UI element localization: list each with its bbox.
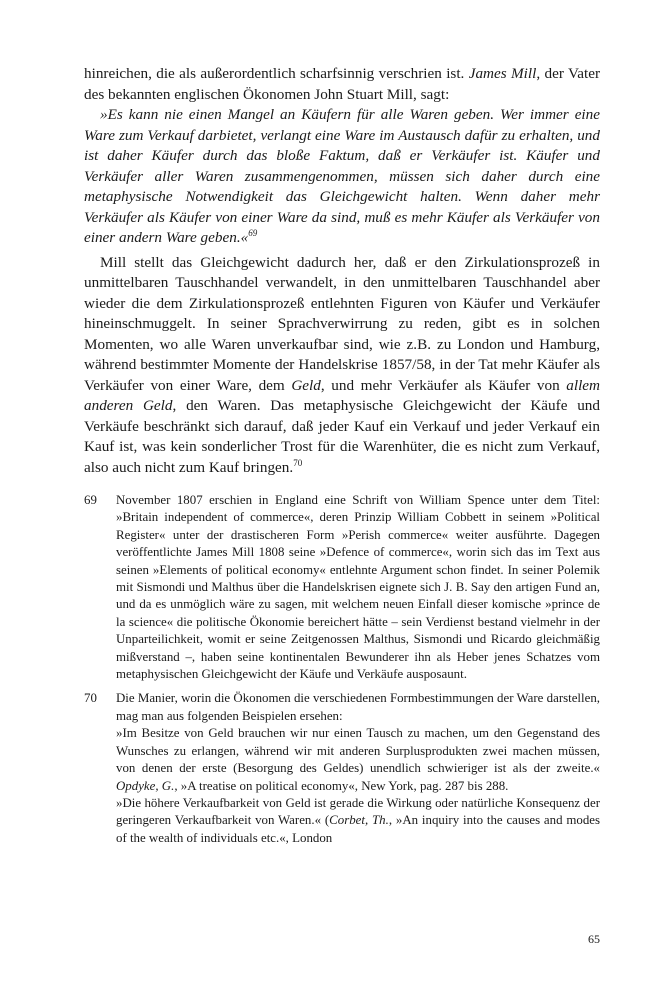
footnote-paragraph <box>116 492 600 683</box>
footnote-ref: 70 <box>293 457 303 468</box>
main-text <box>84 64 600 478</box>
paragraph-intro <box>84 64 600 105</box>
text-run: , der Vater des bekannten englischen Ökonomen John Stuart Mill, sagt: <box>84 65 601 103</box>
paragraph-mill-equilibrium <box>84 253 600 479</box>
italic-text: allem anderen Geld <box>84 376 601 414</box>
footnote-number: 70 <box>84 691 97 706</box>
text-run: hinreichen, die als außerordentlich scharfsinnig verschrien ist. <box>84 65 469 82</box>
footnote-70 <box>84 690 600 847</box>
footnote-paragraph <box>116 725 600 795</box>
italic-text: Opdyke, G. <box>116 778 175 793</box>
italic-text: Geld <box>291 376 321 394</box>
footnote-body <box>116 492 600 683</box>
text-run: Die Manier, worin die Ökonomen die verschiedenen Formbestimmungen der Ware darstellen, mag man aus folgenden Beispielen ersehen: <box>116 691 600 723</box>
footnotes <box>84 492 600 847</box>
text-run: , »An inquiry into the causes and modes of the wealth of individuals etc.«, London <box>116 813 601 845</box>
footnote-paragraph <box>116 795 600 847</box>
italic-text: Corbet, Th. <box>329 813 389 828</box>
text-run: , »A treatise on political economy«, New York, pag. 287 bis 288. <box>174 778 509 793</box>
text-run: »Im Besitze von Geld brauchen wir nur einen Tausch zu machen, um den Gegenstand des Wunsches zu erlangen, während wir mit anderen Surplusprodukten zwei machen müssen, von denen der erste (Besorgung des Geldes) unendlich schwieriger ist als der zweite.« <box>116 726 600 776</box>
footnote-paragraph <box>116 690 600 725</box>
text-run: , den Waren. Das metaphysische Gleichgewicht der Käufe und Verkäufe beschränkt sich darauf, daß jeder Kauf ein Verkauf und jeder Verkauf ein Kauf ist, was kein sonderlicher Trost für die Warenhüter, die es nicht zum Verkauf, also auch nicht zum Kauf bringen. <box>84 397 600 476</box>
text-run: Mill stellt das Gleichgewicht dadurch her, daß er den Zirkulationsprozeß in unmittelbaren Tauschhandel verwandelt, in den unmittelbaren Tauschhandel aber wieder die dem Zirkulationsprozeß entlehnten Figuren von Käufer und Verkäufer hineinschmuggelt. In seiner Sprachverwirrung zu reden, gibt es in solchen Momenten, wo alle Waren unverkaufbar sind, wie z.B. zu London und Hamburg, während bestimmter Momente der Handelskrise 1857/58, in der Tat mehr Käufer als Verkäufer von einer Ware, dem <box>84 253 600 394</box>
footnote-body <box>116 690 600 847</box>
text-run: »Die höhere Verkaufbarkeit von Geld ist gerade die Wirkung oder natürliche Konsequenz der geringeren Verkaufbarkeit von Waren.« ( <box>116 795 600 828</box>
quote-james-mill <box>84 105 600 249</box>
italic-text: James Mill <box>468 65 537 82</box>
italic-text: »Es kann nie einen Mangel an Käufern für alle Waren geben. Wer immer eine Ware zum Verkauf darbietet, verlangt eine Ware im Austausch dafür zu erhalten, und ist daher Käufer durch das bloße Faktum, daß er Verkäufer ist. Käufer und Verkäufer aller Waren zusammengenommen, müssen sich daher durch eine metaphysische Notwendigkeit das Gleichgewicht halten. Wenn daher mehr Verkäufer als Käufer von einer Ware da sind, muß es mehr Käufer als Verkäufer von einer andern Ware geben.« <box>84 106 600 246</box>
page <box>84 64 600 854</box>
text-run: , und mehr Verkäufer als Käufer von <box>320 376 567 394</box>
footnote-number: 69 <box>84 493 97 507</box>
page-number: 65 <box>588 932 600 946</box>
footnote-ref: 69 <box>248 227 258 238</box>
footnote-69 <box>84 492 600 683</box>
text-run: November 1807 erschien in England eine Schrift von William Spence unter dem Titel: »Britain independent of commerce«, deren Prinzip William Cobbett in seinem »Political Register« unter der drastischeren Form »Perish commerce« weiter ausführte. Dagegen veröffentlichte James Mill 1808 seine »Defence of commerce«, worin sich das im Text aus seinen »Elements of political economy« entlehnte Argument schon findet. In seiner Polemik mit Sismondi und Malthus über die Handelskrisen eignete sich J. B. Say den artigen Fund an, und da es unmöglich wäre zu sagen, mit welchem neuen Einfall dieser komische »prince de la science« die politische Ökonomie bereichert hätte – sein Verdienst bestand vielmehr in der Unparteilichkeit, womit er seine Zeitgenossen Malthus, Sismondi und Ricardo gleichmäßig mißverstand –, haben seine kontinentalen Bewunderer ihn als Heber jenes Schatzes vom metaphysischen Gleichgewicht der Käufe und Verkäufe ausposaunt. <box>116 493 600 682</box>
